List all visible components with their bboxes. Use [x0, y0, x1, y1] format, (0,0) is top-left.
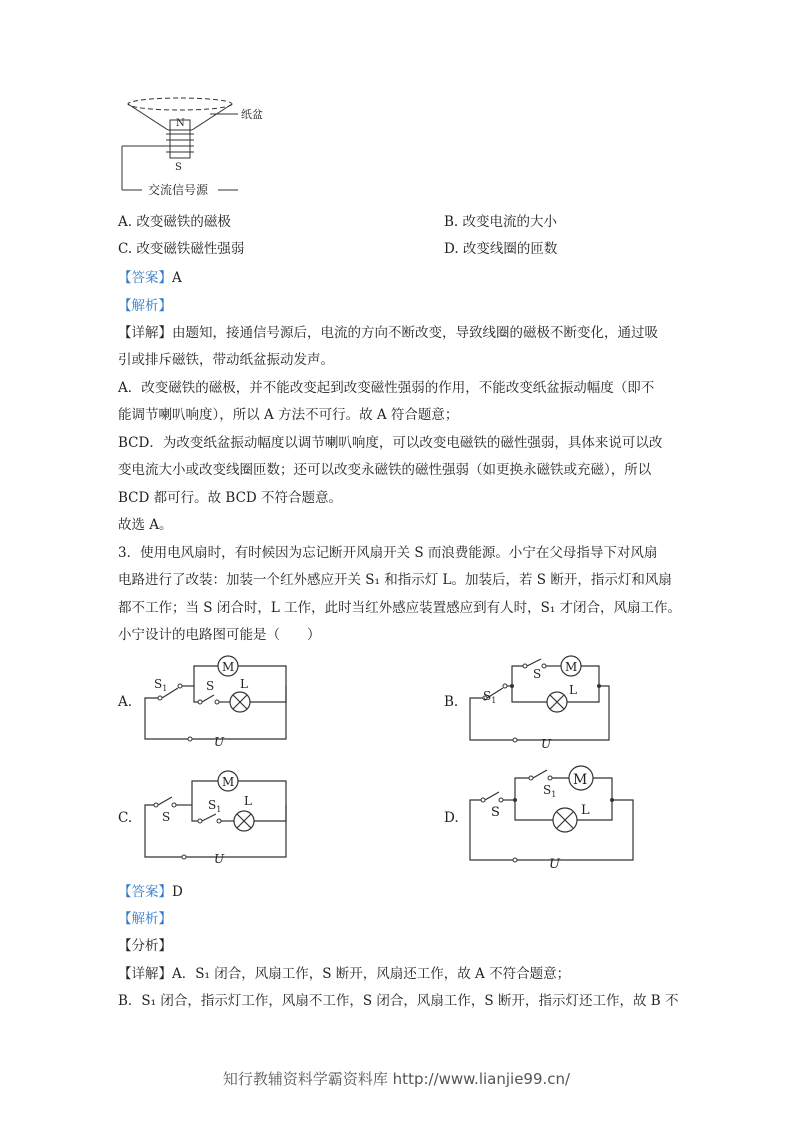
lamp-label: L: [240, 677, 248, 691]
q3-analysis-tag: 【解析】: [118, 911, 172, 927]
detail-text: 由题知，接通信号源后，电流的方向不断改变，导致线圈的磁极不断变化，通过吸: [172, 325, 658, 341]
s-label: S: [206, 679, 215, 693]
circuit-d: [465, 760, 640, 872]
u-label: U: [214, 735, 225, 749]
motor-label: M: [222, 775, 235, 789]
s1-main: S: [208, 798, 217, 812]
s1-main: S: [483, 689, 492, 703]
s1-sub: 1: [551, 790, 557, 799]
q2-detail-line-7: BCD 都可行。故 BCD 不符合题意。: [118, 490, 343, 506]
q2-analysis-tag: 【解析】: [118, 298, 172, 314]
detail-tag: 【详解】: [118, 966, 172, 982]
q3-fenxi-tag: 【分析】: [118, 938, 172, 954]
q3-stem-line-4: 小宁设计的电路图可能是（ ）: [118, 627, 321, 643]
u-label: U: [541, 737, 552, 751]
lamp-label: L: [244, 794, 252, 808]
q3-stem-line-3: 都不工作；当 S 闭合时，L 工作，此时当红外感应装置感应到有人时，S₁ 才闭合，风扇工作。: [118, 600, 682, 616]
circuit-c: [140, 765, 300, 870]
footer-watermark: 知行教辅资料学霸资料库 http://www.lianjie99.cn/: [222, 1070, 571, 1088]
q2-detail-line-2: 引或排斥磁铁，带动纸盆振动发声。: [118, 352, 334, 368]
q3-detail-line-1: [118, 964, 678, 984]
q2-detail-line-5: BCD．为改变纸盆振动幅度以调节喇叭响度，可以改变电磁铁的磁性强弱，具体来说可以改: [118, 435, 663, 451]
s1-sub: 1: [491, 696, 497, 705]
s1-label: [154, 677, 167, 693]
u-label: U: [214, 852, 225, 866]
q2-detail-line-1: [118, 323, 678, 343]
circuit-a: [140, 650, 300, 755]
s-label: S: [533, 667, 542, 681]
detail-text: A．S₁ 闭合，风扇工作，S 断开，风扇还工作，故 A 不符合题意；: [172, 966, 571, 982]
answer-tag: 【答案】: [118, 884, 172, 900]
q2-detail-line-3: A．改变磁铁的磁极，并不能改变起到改变磁性强弱的作用，不能改变纸盆振动幅度（即不: [118, 380, 655, 396]
s-label: S: [162, 810, 171, 824]
q2-option-d: D. 改变线圈的匝数: [444, 241, 558, 257]
q2-detail-line-4: 能调节喇叭响度），所以 A 方法不可行。故 A 符合题意；: [118, 407, 459, 423]
lamp-label: L: [569, 683, 577, 697]
circuit-d-letter: D.: [444, 810, 459, 826]
q2-option-b: B. 改变电流的大小: [444, 214, 558, 230]
motor-label: M: [565, 660, 578, 674]
s1-main: S: [154, 677, 163, 691]
q2-option-a: A. 改变磁铁的磁极: [118, 214, 231, 230]
cone-label: 纸盆: [241, 108, 263, 121]
answer-value: A: [172, 270, 182, 286]
s1-main: S: [543, 783, 552, 797]
magnet-n-label: N: [176, 118, 185, 129]
motor-label: M: [222, 660, 235, 674]
q2-detail-line-6: 变电流大小或改变线圈匝数；还可以改变永磁铁的磁性强弱（如更换永磁铁或充磁），所以: [118, 462, 652, 478]
s1-label: [483, 689, 496, 705]
lamp-label: L: [581, 803, 590, 818]
circuit-c-letter: C.: [118, 810, 133, 826]
speaker-figure: [110, 90, 280, 200]
q3-detail-line-2: B．S₁ 闭合，指示灯工作，风扇不工作，S 闭合，风扇工作，S 断开，指示灯还工作，故 B 不: [118, 993, 679, 1009]
s1-sub: 1: [162, 684, 168, 693]
answer-value: D: [172, 884, 183, 900]
signal-source-label: 交流信号源: [148, 183, 209, 197]
q2-detail-line-8: 故选 A。: [118, 517, 173, 533]
u-label: U: [549, 857, 560, 872]
motor-label: M: [573, 772, 588, 788]
q3-stem-line-1: 3．使用电风扇时，有时候因为忘记断开风扇开关 S 而浪费能源。小宁在父母指导下对风扇: [118, 545, 658, 561]
answer-tag: 【答案】: [118, 270, 172, 286]
q2-option-c: C. 改变磁铁磁性强弱: [118, 241, 245, 257]
circuit-b-letter: B.: [444, 694, 459, 710]
q2-answer: [118, 268, 678, 288]
q3-stem-line-2: 电路进行了改装：加装一个红外感应开关 S₁ 和指示灯 L。加装后，若 S 断开，指示灯和风扇: [118, 572, 672, 588]
s-label: S: [491, 805, 500, 820]
detail-tag: 【详解】: [118, 325, 172, 341]
magnet-s-label: S: [175, 162, 182, 173]
s1-label: [543, 783, 556, 799]
q3-answer: [118, 882, 678, 902]
s1-label: [208, 798, 221, 814]
circuit-b: [465, 650, 625, 755]
s1-sub: 1: [216, 805, 222, 814]
circuit-a-letter: A.: [118, 694, 133, 710]
